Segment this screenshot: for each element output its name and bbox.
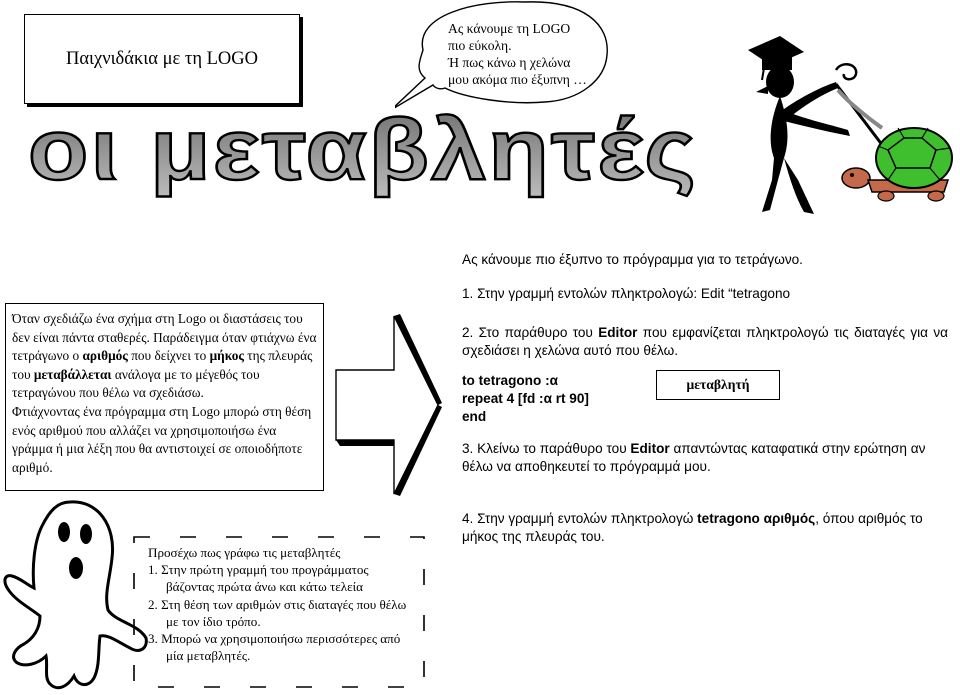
main-heading-text: οι μεταβλητές <box>28 105 698 198</box>
bubble-line: Ή πως κάνω η χελώνα <box>448 55 571 70</box>
bubble-line: Ας κάνουμε τη LOGO <box>448 21 571 36</box>
note-item: 3. Μπορώ να χρησιμοποιήσω περισσότερες από μία μεταβλητές. <box>148 631 401 664</box>
variable-label-box <box>656 370 780 400</box>
code-line: to tetragono :α <box>462 373 558 388</box>
note-item: 1. Στην πρώτη γραμμή του προγράμματος βάζοντας πρώτα άνω και κάτω τελεία <box>148 562 369 595</box>
explanation-paragraph-2: Φτιάχνοντας ένα πρόγραμμα στη Logo μπορώ στη θέση ενός αριθμού που αλλάζει να χρησιμοποιήσω ένα γράμμα ή μια λέξη που θα αντιστοιχεί σε οποιοδήποτε αριθμό. <box>12 403 312 475</box>
code-block <box>462 372 662 426</box>
turtle-icon <box>842 128 952 201</box>
step-2-text: 2. Στο παράθυρο του Editor που εμφανίζεται πληκτρολογώ τις διαταγές για να σχεδιάσει η χελώνα αυτό που θέλω. <box>462 325 948 358</box>
explanation-paragraph-1: Όταν σχεδιάζω ένα σχήμα στη Logo οι διαστάσεις του δεν είναι πάντα σταθερές. Παράδειγμα όταν φτιάχνω ένα τετράγωνο ο αριθμός που δείχνει το μήκος της πλευράς του μεταβάλλεται ανάλογα με το μέγεθός του τετραγώνου που θέλω να σχεδιάσω. <box>12 311 317 401</box>
variable-label: μεταβλητή <box>686 377 750 392</box>
page-title-text: Παιχνιδάκια με τη LOGO <box>65 48 259 69</box>
bubble-line: μου ακόμα πιο έξυπνη … <box>448 72 587 87</box>
page-title <box>24 14 300 104</box>
step-1-text: 1. Στην γραμμή εντολών πληκτρολογώ: Edit “tetragono <box>462 286 791 301</box>
note-title: Προσέχω πως γράφω τις μεταβλητές <box>148 545 341 560</box>
right-arrow-icon <box>330 312 442 498</box>
intro-text: Ας κάνουμε πιο έξυπνο το πρόγραμμα για το τετράγωνο. <box>462 252 803 267</box>
professor-icon <box>718 30 958 230</box>
note-box <box>148 544 418 664</box>
main-heading <box>0 105 720 210</box>
step-3-text: 3. Κλείνω το παράθυρο του Editor απαντώντας καταφατικά στην ερώτηση αν θέλω να αποθηκευτεί το πρόγραμμά μου. <box>462 441 926 474</box>
speech-bubble-text <box>448 20 648 88</box>
step-4-text: 4. Στην γραμμή εντολών πληκτρολογώ tetragono αριθμός, όπου αριθμός το μήκος της πλευράς του. <box>462 511 923 544</box>
note-item: 2. Στη θέση των αριθμών στις διαταγές που θέλω με τον ίδιο τρόπο. <box>148 596 407 629</box>
bubble-line: πιο εύκολη. <box>448 38 512 53</box>
code-line: end <box>462 409 487 424</box>
code-line: repeat 4 [fd :α rt 90] <box>462 391 589 406</box>
explanation-box <box>5 303 324 491</box>
